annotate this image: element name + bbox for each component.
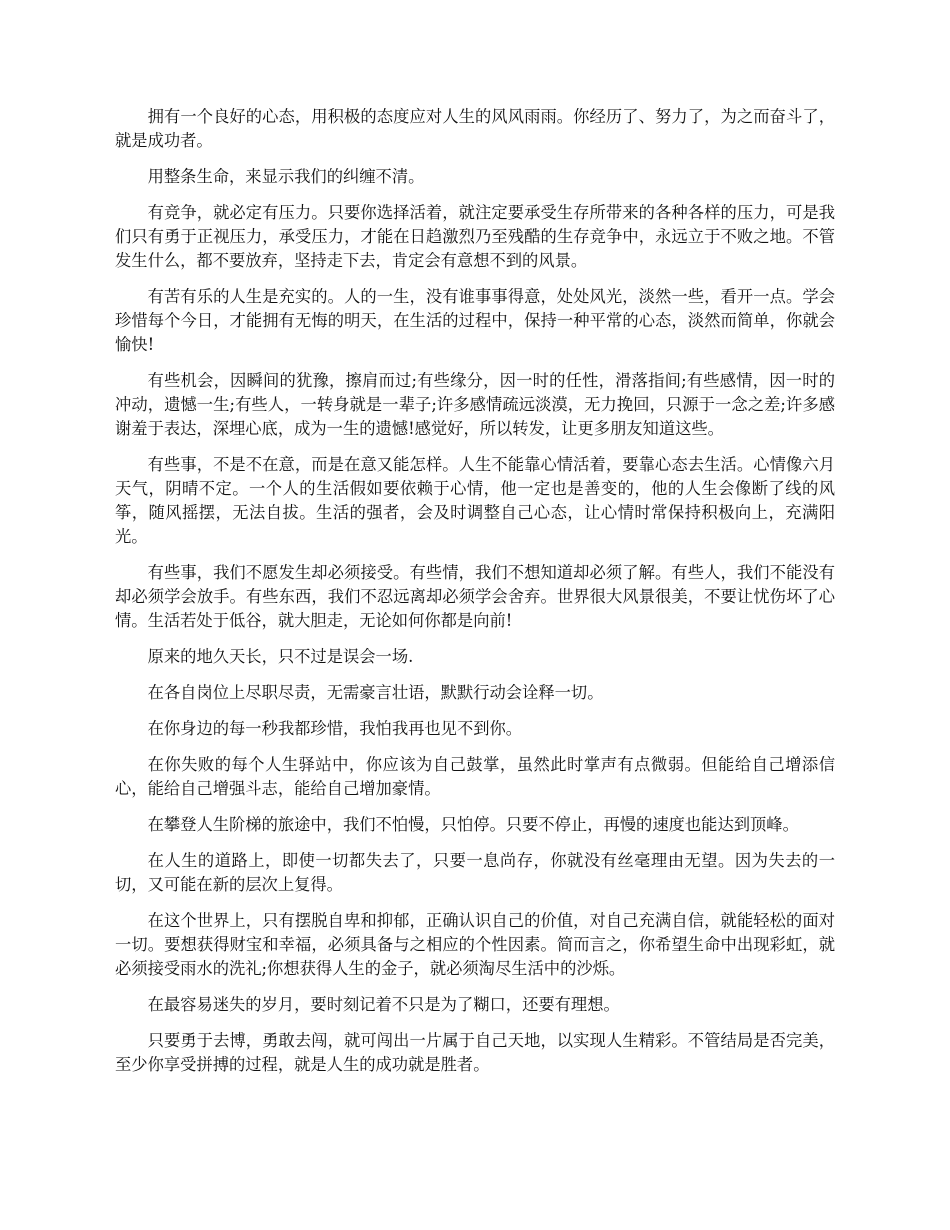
paragraph-9: 在各自岗位上尽职尽责，无需豪言壮语，默默行动会诠释一切。 [147, 683, 604, 702]
paragraph-2: 用整条生命，来显示我们的纠缠不清。 [147, 167, 425, 186]
paragraph-16: 只要勇于去博，勇敢去闯，就可闯出一片属于自己天地，以实现人生精彩。不管结局是否完美，至少你享受拼搏的过程，就是人生的成功就是胜者。 [115, 1031, 835, 1074]
paragraph-5: 有些机会，因瞬间的犹豫，擦肩而过;有些缘分，因一时的任性，滑落指间;有些感情，因一时的冲动，遗憾一生;有些人，一转身就是一辈子;许多感情疏远淡漠，无力挽回，只源于一念之差;许多感谢羞于表达，深埋心底，成为一生的遗憾!感觉好，所以转发，让更多朋友知道这些。 [115, 371, 835, 438]
paragraph-13: 在人生的道路上，即使一切都失去了，只要一息尚存，你就没有丝毫理由无望。因为失去的一切，又可能在新的层次上复得。 [115, 851, 835, 894]
paragraph-3: 有竞争，就必定有压力。只要你选择活着，就注定要承受生存所带来的各种各样的压力，可是我们只有勇于正视压力，承受压力，才能在日趋激烈乃至残酷的生存竞争中，永远立于不败之地。不管发生什么，都不要放弃，坚持走下去，肯定会有意想不到的风景。 [115, 203, 835, 270]
paragraph-12: 在攀登人生阶梯的旅途中，我们不怕慢，只怕停。只要不停止，再慢的速度也能达到顶峰。 [147, 815, 799, 834]
paragraph-10: 在你身边的每一秒我都珍惜，我怕我再也见不到你。 [147, 719, 523, 738]
document-page [115, 105, 835, 1089]
paragraph-8: 原来的地久天长，只不过是误会一场. [147, 647, 414, 666]
paragraph-14: 在这个世界上，只有摆脱自卑和抑郁，正确认识自己的价值，对自己充满自信，就能轻松的面对一切。要想获得财宝和幸福，必须具备与之相应的个性因素。简而言之，你希望生命中出现彩虹，就必须接受雨水的洗礼;你想获得人生的金子，就必须淘尽生活中的沙烁。 [115, 911, 835, 978]
paragraph-4: 有苦有乐的人生是充实的。人的一生，没有谁事事得意，处处风光，淡然一些，看开一点。学会珍惜每个今日，才能拥有无悔的明天，在生活的过程中，保持一种平常的心态，淡然而简单，你就会愉快! [115, 287, 835, 354]
paragraph-15: 在最容易迷失的岁月，要时刻记着不只是为了糊口，还要有理想。 [147, 995, 620, 1014]
paragraph-6: 有些事，不是不在意，而是在意又能怎样。人生不能靠心情活着，要靠心态去生活。心情像六月天气，阴晴不定。一个人的生活假如要依赖于心情，他一定也是善变的，他的人生会像断了线的风筝，随风摇摆，无法自拔。生活的强者，会及时调整自己心态，让心情时常保持积极向上，充满阳光。 [115, 455, 835, 546]
paragraph-1: 拥有一个良好的心态，用积极的态度应对人生的风风雨雨。你经历了、努力了，为之而奋斗了，就是成功者。 [115, 107, 835, 150]
paragraph-11: 在你失败的每个人生驿站中，你应该为自己鼓掌，虽然此时掌声有点微弱。但能给自己增添信心，能给自己增强斗志，能给自己增加豪情。 [115, 755, 835, 798]
paragraph-7: 有些事，我们不愿发生却必须接受。有些情，我们不想知道却必须了解。有些人，我们不能没有却必须学会放手。有些东西，我们不忍远离却必须学会舍弃。世界很大风景很美，不要让忧伤坏了心情。生活若处于低谷，就大胆走，无论如何你都是向前! [115, 563, 835, 630]
